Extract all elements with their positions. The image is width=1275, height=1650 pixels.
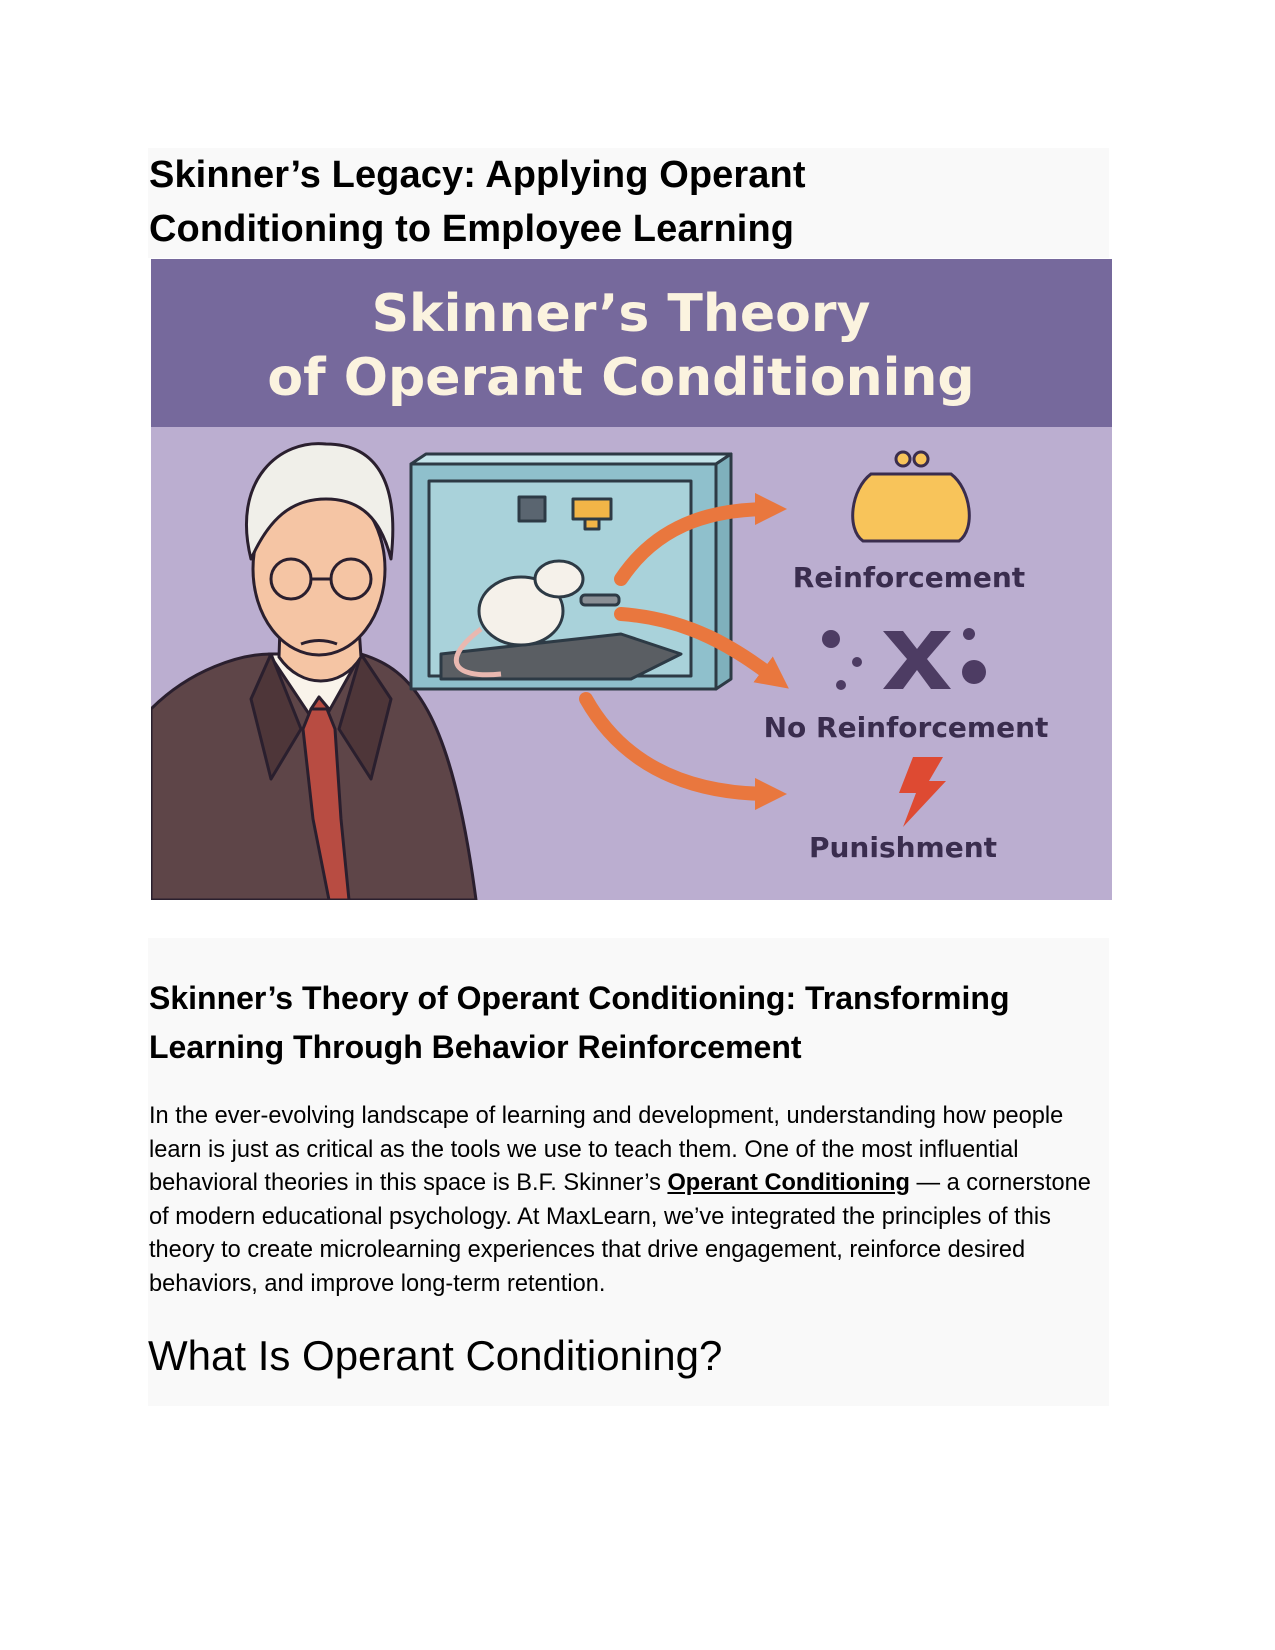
outcome-label-reinforcement: Reinforcement	[792, 561, 1026, 594]
intro-text-before-link: In the ever-evolving landscape of learning and development, understanding how people learn is just as critical as the tools we use to teach them. One of the most influential behavioral theories in this space is B.F. Skinner’s	[149, 1103, 1064, 1197]
outcome-label-punishment: Punishment	[808, 831, 998, 864]
page-title-line-2: Conditioning to Employee Learning	[149, 208, 795, 250]
subheading: What Is Operant Conditioning?	[148, 1332, 723, 1379]
infographic-heading-line-2: of Operant Conditioning	[267, 348, 975, 408]
page-title	[148, 148, 1109, 256]
operant-conditioning-infographic	[151, 259, 1112, 900]
section-heading	[149, 974, 1104, 1072]
page-title-line-1: Skinner’s Legacy: Applying Operant	[149, 154, 806, 196]
title-block	[148, 148, 1109, 258]
intro-text-after-link: — a cornerstone of modern educational psychology. At MaxLearn, we’ve integrated the principles of this theory to create microlearning experiences that drive engagement, reinforce desired behaviors, and improve long-term retention.	[149, 1170, 1091, 1297]
section-heading-line-2: Learning Through Behavior Reinforcement	[149, 1029, 802, 1065]
skinner-box	[411, 454, 731, 689]
section-heading-line-1: Skinner’s Theory of Operant Conditioning: Transforming	[149, 980, 1010, 1016]
infographic-heading-line-1: Skinner’s Theory	[371, 284, 871, 344]
article-section	[148, 938, 1109, 1406]
operant-conditioning-link[interactable]: Operant Conditioning	[667, 1170, 910, 1197]
intro-paragraph	[149, 1100, 1109, 1302]
outcome-label-no-reinforcement: No Reinforcement	[763, 711, 1049, 744]
